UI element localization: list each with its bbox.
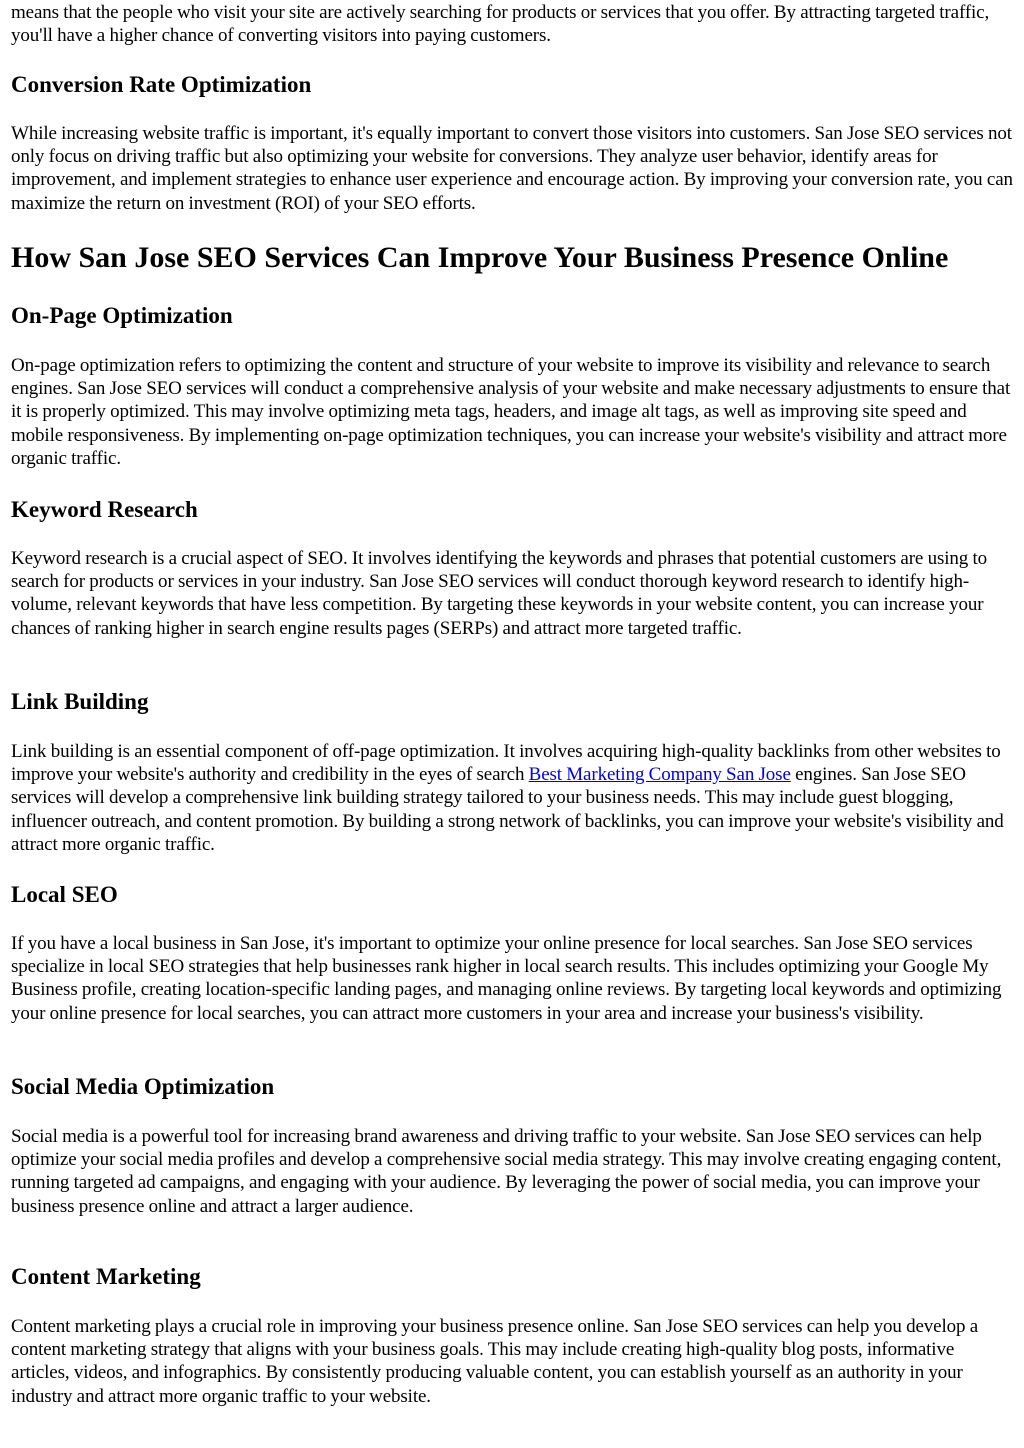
content-marketing-heading: Content Marketing <box>11 1264 201 1289</box>
main-heading: How San Jose SEO Services Can Improve Your Business Presence Online <box>11 241 949 274</box>
social-media-heading: Social Media Optimization <box>11 1074 275 1099</box>
content-marketing-paragraph: Content marketing plays a crucial role in improving your business presence online. San Jose SEO services can help you develop a content marketing strategy that aligns with your business goals. This may include creating high-quality blog posts, informative articles, videos, and infographics. By consistently producing valuable content, you can establish yourself as an authority in your industry and attract more organic traffic to your website. <box>11 1316 979 1407</box>
link-building-text-after: engines. San Jose SEO services will develop a comprehensive link building strategy tailored to your business needs. This may include guest blogging, influencer outreach, and content promotion. By building a strong network of backlinks, you can improve your website's visibility and attract more organic traffic. <box>11 764 1004 855</box>
social-media-paragraph: Social media is a powerful tool for increasing brand awareness and driving traffic to your website. San Jose SEO services can help optimize your social media profiles and develop a comprehensive social media strategy. This may involve creating engaging content, running targeted ad campaigns, and engaging with your audience. By leveraging the power of social media, you can improve your business presence online and attract a larger audience. <box>11 1126 1002 1217</box>
keyword-paragraph: Keyword research is a crucial aspect of SEO. It involves identifying the keywords and phrases that potential customers are using to search for products or services in your industry. San Jose SEO services will conduct thorough keyword research to identify high-volume, relevant keywords that have less competition. By targeting these keywords in your website content, you can increase your chances of ranking higher in search engine results pages (SERPs) and attract more targeted traffic. <box>11 548 988 639</box>
local-seo-paragraph: If you have a local business in San Jose, it's important to optimize your online presence for local searches. San Jose SEO services specialize in local SEO strategies that help businesses rank higher in local search results. This includes optimizing your Google My Business profile, creating location-specific landing pages, and managing online reviews. By targeting local keywords and optimizing your online presence for local searches, you can attract more customers in your area and increase your business's visibility. <box>11 933 1002 1024</box>
link-building-paragraph <box>11 740 1014 856</box>
onpage-heading: On-Page Optimization <box>11 303 233 328</box>
onpage-paragraph: On-page optimization refers to optimizing the content and structure of your website to improve its visibility and relevance to search engines. San Jose SEO services will conduct a comprehensive analysis of your website and make necessary adjustments to ensure that it is properly optimized. This may involve optimizing meta tags, headers, and image alt tags, as well as improving site speed and mobile responsiveness. By implementing on-page optimization techniques, you can increase your website's visibility and attract more organic traffic. <box>11 355 1011 469</box>
keyword-heading: Keyword Research <box>11 497 198 522</box>
conversion-heading: Conversion Rate Optimization <box>11 72 312 97</box>
local-seo-heading: Local SEO <box>11 882 118 907</box>
intro-paragraph: means that the people who visit your site are actively searching for products or services that you offer. By attracting targeted traffic, you'll have a higher chance of converting visitors into paying customers. <box>11 2 990 47</box>
link-building-heading: Link Building <box>11 689 149 714</box>
best-marketing-company-link[interactable]: Best Marketing Company San Jose <box>528 764 791 786</box>
conversion-paragraph: While increasing website traffic is important, it's equally important to convert those visitors into customers. San Jose SEO services not only focus on driving traffic but also optimizing your website for conversions. They analyze user behavior, identify areas for improvement, and implement strategies to enhance user experience and encourage action. By improving your conversion rate, you can maximize the return on investment (ROI) of your SEO efforts. <box>11 123 1013 214</box>
link-building-text-before: Link building is an essential component of off-page optimization. It involves acquiring high-quality backlinks from other websites to improve your website's authority and credibility in the eyes of search <box>11 741 1001 786</box>
